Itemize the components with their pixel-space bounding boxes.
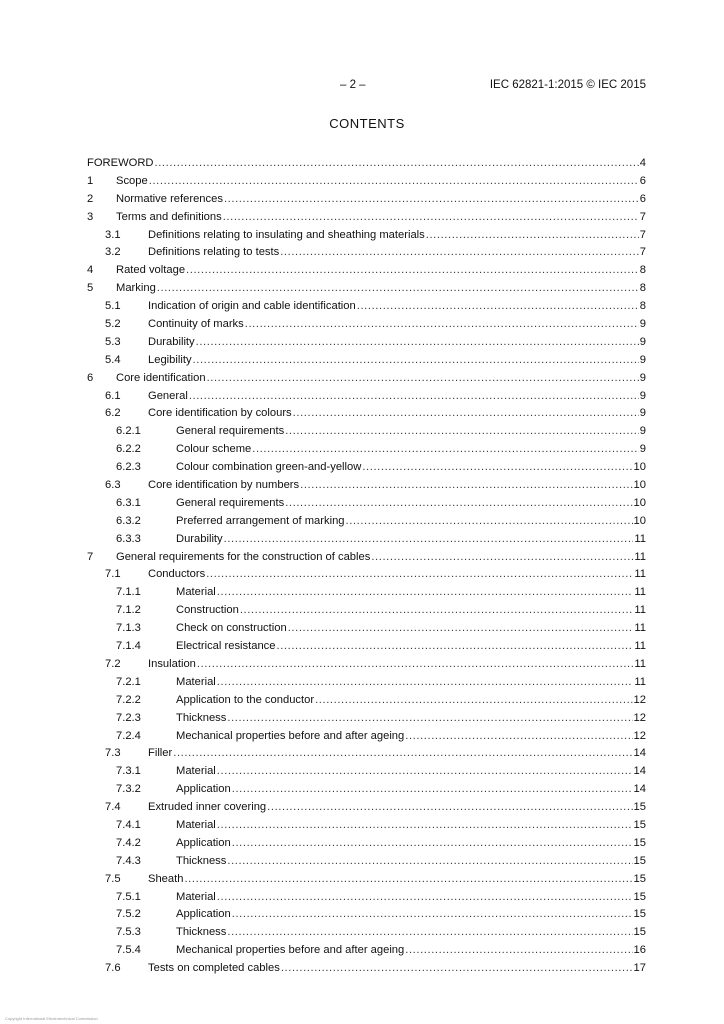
toc-entry[interactable] bbox=[87, 173, 646, 191]
toc-entry-number: 6.2.2 bbox=[116, 443, 141, 456]
toc-entry-title: Thickness bbox=[176, 711, 227, 724]
toc-entry-title: Durability bbox=[176, 532, 223, 545]
toc-entry-title: Application bbox=[176, 783, 231, 796]
toc-entry[interactable] bbox=[87, 710, 646, 728]
toc-entry[interactable] bbox=[87, 728, 646, 746]
toc-entry-number: 7.5.1 bbox=[116, 890, 141, 903]
toc-entry-title: General requirements for the construction of cables bbox=[116, 550, 371, 563]
toc-entry-title: Terms and definitions bbox=[116, 210, 222, 223]
toc-entry[interactable] bbox=[87, 620, 646, 638]
toc-entry-number: 5.4 bbox=[105, 353, 121, 366]
toc-entry-title: Scope bbox=[116, 174, 148, 187]
toc-entry-page: 11 bbox=[634, 532, 646, 545]
toc-entry[interactable] bbox=[87, 495, 646, 513]
toc-dot-leader bbox=[232, 906, 633, 924]
toc-dot-leader bbox=[285, 495, 632, 513]
toc-entry-title: Application to the conductor bbox=[176, 693, 315, 706]
toc-entry[interactable] bbox=[87, 799, 646, 817]
toc-entry-title: General bbox=[148, 389, 188, 402]
toc-entry[interactable] bbox=[87, 298, 646, 316]
toc-entry[interactable] bbox=[87, 692, 646, 710]
toc-entry-page: 15 bbox=[633, 818, 646, 831]
toc-entry-page: 9 bbox=[639, 371, 646, 384]
toc-entry[interactable] bbox=[87, 316, 646, 334]
toc-entry-page: 11 bbox=[634, 657, 646, 670]
toc-entry-page: 8 bbox=[639, 282, 646, 295]
toc-dot-leader bbox=[193, 352, 639, 370]
toc-entry-title: General requirements bbox=[176, 425, 285, 438]
copyright-footer: Copyright International Electrotechnical Commission bbox=[5, 1016, 98, 1021]
toc-entry-title: Legibility bbox=[148, 353, 192, 366]
toc-entry[interactable] bbox=[87, 227, 646, 245]
toc-entry-page: 10 bbox=[633, 496, 646, 509]
toc-entry-number: 6.3.1 bbox=[116, 496, 141, 509]
toc-entry-number: 4 bbox=[87, 264, 94, 277]
toc-dot-leader bbox=[280, 244, 639, 262]
toc-dot-leader bbox=[267, 799, 632, 817]
toc-entry-number: 7.6 bbox=[105, 962, 121, 975]
toc-entry-number: 3 bbox=[87, 210, 94, 223]
toc-entry-title: Normative references bbox=[116, 192, 223, 205]
toc-entry-number: 6.3.3 bbox=[116, 532, 141, 545]
toc-entry-title: Check on construction bbox=[176, 622, 287, 635]
toc-entry-page: 11 bbox=[634, 622, 646, 635]
toc-dot-leader bbox=[217, 817, 633, 835]
toc-entry[interactable] bbox=[87, 656, 646, 674]
toc-entry[interactable] bbox=[87, 549, 646, 567]
toc-dot-leader bbox=[315, 692, 632, 710]
toc-entry[interactable] bbox=[87, 334, 646, 352]
toc-entry[interactable] bbox=[87, 638, 646, 656]
toc-entry-page: 17 bbox=[633, 962, 646, 975]
toc-entry-title: Rated voltage bbox=[116, 264, 186, 277]
toc-entry-number: 7.5.2 bbox=[116, 908, 141, 921]
toc-entry-title: Construction bbox=[176, 604, 239, 617]
toc-entry-page: 15 bbox=[633, 908, 646, 921]
toc-entry-page: 6 bbox=[639, 174, 646, 187]
toc-entry[interactable] bbox=[87, 817, 646, 835]
toc-entry-title: Material bbox=[176, 765, 216, 778]
toc-entry-number: 7.2.2 bbox=[116, 693, 141, 706]
toc-dot-leader bbox=[252, 441, 639, 459]
toc-dot-leader bbox=[217, 763, 633, 781]
toc-entry-page: 9 bbox=[639, 407, 646, 420]
toc-dot-leader bbox=[217, 584, 634, 602]
toc-entry-page: 14 bbox=[633, 783, 646, 796]
toc-dot-leader bbox=[245, 316, 639, 334]
toc-entry[interactable] bbox=[87, 423, 646, 441]
toc-dot-leader bbox=[224, 531, 634, 549]
toc-entry-page: 15 bbox=[633, 836, 646, 849]
toc-entry-page: 11 bbox=[634, 568, 646, 581]
toc-dot-leader bbox=[362, 459, 632, 477]
toc-dot-leader bbox=[207, 370, 639, 388]
toc-entry-title: Colour scheme bbox=[176, 443, 252, 456]
page-title: CONTENTS bbox=[329, 116, 405, 131]
toc-dot-leader bbox=[227, 710, 632, 728]
toc-entry-number: 7.2.1 bbox=[116, 675, 141, 688]
toc-entry-page: 15 bbox=[633, 854, 646, 867]
toc-entry[interactable] bbox=[87, 513, 646, 531]
toc-entry-page: 10 bbox=[633, 479, 646, 492]
toc-dot-leader bbox=[405, 728, 632, 746]
toc-entry[interactable] bbox=[87, 871, 646, 889]
toc-dot-leader bbox=[240, 602, 634, 620]
toc-dot-leader bbox=[155, 155, 639, 173]
toc-entry-page: 14 bbox=[633, 765, 646, 778]
table-of-contents bbox=[87, 155, 646, 978]
toc-dot-leader bbox=[224, 191, 639, 209]
toc-entry-page: 11 bbox=[634, 586, 646, 599]
toc-entry-page: 14 bbox=[633, 747, 646, 760]
toc-entry-number: 7.2.3 bbox=[116, 711, 141, 724]
toc-entry[interactable] bbox=[87, 388, 646, 406]
toc-entry-number: 6 bbox=[87, 371, 94, 384]
toc-entry[interactable] bbox=[87, 459, 646, 477]
toc-entry-page: 7 bbox=[639, 210, 646, 223]
toc-entry-number: 7.1.2 bbox=[116, 604, 141, 617]
toc-dot-leader bbox=[281, 960, 633, 978]
toc-entry-page: 16 bbox=[633, 944, 646, 957]
toc-entry[interactable] bbox=[87, 835, 646, 853]
toc-entry[interactable] bbox=[87, 566, 646, 584]
toc-entry-page: 9 bbox=[639, 353, 646, 366]
toc-entry-page: 7 bbox=[639, 228, 646, 241]
toc-entry-page: 11 bbox=[634, 640, 646, 653]
toc-dot-leader bbox=[232, 835, 633, 853]
toc-entry[interactable] bbox=[87, 191, 646, 209]
toc-entry[interactable] bbox=[87, 602, 646, 620]
toc-entry-number: 7.4.3 bbox=[116, 854, 141, 867]
toc-entry-page: 15 bbox=[633, 926, 646, 939]
toc-dot-leader bbox=[300, 477, 632, 495]
toc-entry-number: 7.4.2 bbox=[116, 836, 141, 849]
toc-entry[interactable] bbox=[87, 906, 646, 924]
toc-entry-title: Durability bbox=[148, 335, 195, 348]
toc-entry-page: 11 bbox=[634, 550, 646, 563]
toc-entry-number: 7.2.4 bbox=[116, 729, 141, 742]
toc-entry-number: 5.3 bbox=[105, 335, 121, 348]
toc-dot-leader bbox=[426, 227, 639, 245]
toc-entry-page: 6 bbox=[639, 192, 646, 205]
toc-dot-leader bbox=[186, 262, 639, 280]
toc-entry-number: 6.1 bbox=[105, 389, 121, 402]
toc-dot-leader bbox=[371, 549, 633, 567]
toc-entry[interactable] bbox=[87, 262, 646, 280]
toc-entry-page: 10 bbox=[633, 514, 646, 527]
toc-entry-page: 15 bbox=[633, 872, 646, 885]
toc-entry-number: 7.5.4 bbox=[116, 944, 141, 957]
toc-dot-leader bbox=[196, 334, 639, 352]
toc-entry-page: 12 bbox=[633, 711, 646, 724]
toc-entry-title: Core identification bbox=[116, 371, 206, 384]
toc-entry-title: Extruded inner covering bbox=[148, 801, 267, 814]
toc-dot-leader bbox=[227, 853, 632, 871]
toc-entry-page: 12 bbox=[633, 693, 646, 706]
toc-entry-title: Thickness bbox=[176, 854, 227, 867]
toc-entry[interactable] bbox=[87, 674, 646, 692]
toc-dot-leader bbox=[197, 656, 633, 674]
toc-entry-title: Material bbox=[176, 675, 216, 688]
toc-entry[interactable] bbox=[87, 441, 646, 459]
toc-entry-number: 7.4.1 bbox=[116, 818, 141, 831]
toc-entry-page: 9 bbox=[639, 443, 646, 456]
toc-entry[interactable] bbox=[87, 960, 646, 978]
toc-entry-title: Insulation bbox=[148, 657, 196, 670]
toc-dot-leader bbox=[223, 209, 639, 227]
toc-entry[interactable] bbox=[87, 155, 646, 173]
toc-entry-page: 8 bbox=[639, 300, 646, 313]
toc-entry-page: 12 bbox=[633, 729, 646, 742]
toc-dot-leader bbox=[217, 889, 633, 907]
toc-entry-title: Mechanical properties before and after ageing bbox=[176, 944, 405, 957]
toc-entry-title: Definitions relating to tests bbox=[148, 246, 280, 259]
toc-entry-title: Thickness bbox=[176, 926, 227, 939]
toc-dot-leader bbox=[346, 513, 633, 531]
toc-dot-leader bbox=[232, 781, 633, 799]
toc-entry-number: 6.3.2 bbox=[116, 514, 141, 527]
toc-entry[interactable] bbox=[87, 924, 646, 942]
toc-entry-page: 7 bbox=[639, 246, 646, 259]
toc-entry-number: 7.3.2 bbox=[116, 783, 141, 796]
toc-dot-leader bbox=[217, 674, 634, 692]
toc-entry[interactable] bbox=[87, 584, 646, 602]
toc-entry-number: 5.2 bbox=[105, 318, 121, 331]
toc-entry-title: Core identification by colours bbox=[148, 407, 292, 420]
toc-dot-leader bbox=[149, 173, 639, 191]
toc-entry-number: 6.2.3 bbox=[116, 461, 141, 474]
toc-dot-leader bbox=[227, 924, 632, 942]
toc-entry[interactable] bbox=[87, 531, 646, 549]
toc-entry-title: Marking bbox=[116, 282, 156, 295]
toc-entry[interactable] bbox=[87, 405, 646, 423]
toc-entry-title: Filler bbox=[148, 747, 173, 760]
toc-entry[interactable] bbox=[87, 352, 646, 370]
toc-entry-number: 6.2.1 bbox=[116, 425, 141, 438]
toc-dot-leader bbox=[189, 388, 639, 406]
toc-entry-title: Core identification by numbers bbox=[148, 479, 300, 492]
toc-entry-page: 11 bbox=[634, 604, 646, 617]
toc-entry-number: 3.1 bbox=[105, 228, 121, 241]
toc-entry-number: 3.2 bbox=[105, 246, 121, 259]
toc-entry[interactable] bbox=[87, 745, 646, 763]
toc-entry[interactable] bbox=[87, 853, 646, 871]
toc-entry-number: 5.1 bbox=[105, 300, 121, 313]
toc-entry-title: Continuity of marks bbox=[148, 318, 244, 331]
toc-entry-title: Application bbox=[176, 836, 231, 849]
toc-entry[interactable] bbox=[87, 280, 646, 298]
toc-entry[interactable] bbox=[87, 244, 646, 262]
toc-entry-number: 7.1.4 bbox=[116, 640, 141, 653]
toc-entry-number: 7.5.3 bbox=[116, 926, 141, 939]
toc-entry-page: 9 bbox=[639, 335, 646, 348]
toc-entry-number: 7.2 bbox=[105, 657, 121, 670]
toc-dot-leader bbox=[206, 566, 633, 584]
toc-entry-title: Conductors bbox=[148, 568, 206, 581]
toc-entry-title: Definitions relating to insulating and sheathing materials bbox=[148, 228, 425, 241]
toc-entry-number: 1 bbox=[87, 174, 94, 187]
toc-entry-number: 7.4 bbox=[105, 801, 121, 814]
toc-entry-page: 9 bbox=[639, 318, 646, 331]
toc-entry-number: 7.1.3 bbox=[116, 622, 141, 635]
toc-entry-number: 7.1.1 bbox=[116, 586, 141, 599]
toc-dot-leader bbox=[173, 745, 632, 763]
toc-dot-leader bbox=[285, 423, 639, 441]
toc-entry-page: 15 bbox=[633, 801, 646, 814]
toc-entry-number: 2 bbox=[87, 192, 94, 205]
toc-entry[interactable] bbox=[87, 942, 646, 960]
toc-dot-leader bbox=[157, 280, 639, 298]
toc-entry-title: Application bbox=[176, 908, 231, 921]
toc-entry-title: Material bbox=[176, 818, 216, 831]
toc-dot-leader bbox=[288, 620, 634, 638]
toc-entry[interactable] bbox=[87, 209, 646, 227]
toc-entry[interactable] bbox=[87, 763, 646, 781]
toc-entry-number: 6.3 bbox=[105, 479, 121, 492]
toc-entry-title: Material bbox=[176, 890, 216, 903]
toc-entry-number: 7 bbox=[87, 550, 94, 563]
document-reference-header: IEC 62821-1:2015 © IEC 2015 bbox=[489, 79, 646, 91]
toc-entry-page: 8 bbox=[639, 264, 646, 277]
toc-entry-title: Colour combination green-and-yellow bbox=[176, 461, 362, 474]
toc-entry-number: 5 bbox=[87, 282, 94, 295]
toc-entry-title: Material bbox=[176, 586, 216, 599]
toc-entry-page: 4 bbox=[639, 157, 646, 169]
toc-entry-number: 7.3.1 bbox=[116, 765, 141, 778]
toc-dot-leader bbox=[276, 638, 633, 656]
page-number-header: – 2 – bbox=[340, 79, 366, 91]
toc-dot-leader bbox=[357, 298, 639, 316]
toc-dot-leader bbox=[405, 942, 632, 960]
toc-entry[interactable] bbox=[87, 889, 646, 907]
toc-entry[interactable] bbox=[87, 781, 646, 799]
toc-entry-page: 10 bbox=[633, 461, 646, 474]
toc-entry-title: Electrical resistance bbox=[176, 640, 276, 653]
toc-entry-number: 7.1 bbox=[105, 568, 121, 581]
toc-entry-title: Sheath bbox=[148, 872, 184, 885]
toc-entry-page: 11 bbox=[634, 675, 646, 688]
toc-dot-leader bbox=[293, 405, 639, 423]
toc-entry-title: FOREWORD bbox=[87, 157, 154, 169]
toc-entry-page: 9 bbox=[639, 425, 646, 438]
toc-entry-page: 15 bbox=[633, 890, 646, 903]
toc-entry-number: 7.5 bbox=[105, 872, 121, 885]
toc-entry-title: Mechanical properties before and after ageing bbox=[176, 729, 405, 742]
toc-entry-title: General requirements bbox=[176, 496, 285, 509]
toc-entry[interactable] bbox=[87, 370, 646, 388]
toc-entry[interactable] bbox=[87, 477, 646, 495]
toc-dot-leader bbox=[184, 871, 632, 889]
toc-entry-title: Indication of origin and cable identification bbox=[148, 300, 356, 313]
toc-entry-number: 7.3 bbox=[105, 747, 121, 760]
toc-entry-title: Tests on completed cables bbox=[148, 962, 280, 975]
toc-entry-page: 9 bbox=[639, 389, 646, 402]
toc-entry-title: Preferred arrangement of marking bbox=[176, 514, 345, 527]
toc-entry-number: 6.2 bbox=[105, 407, 121, 420]
